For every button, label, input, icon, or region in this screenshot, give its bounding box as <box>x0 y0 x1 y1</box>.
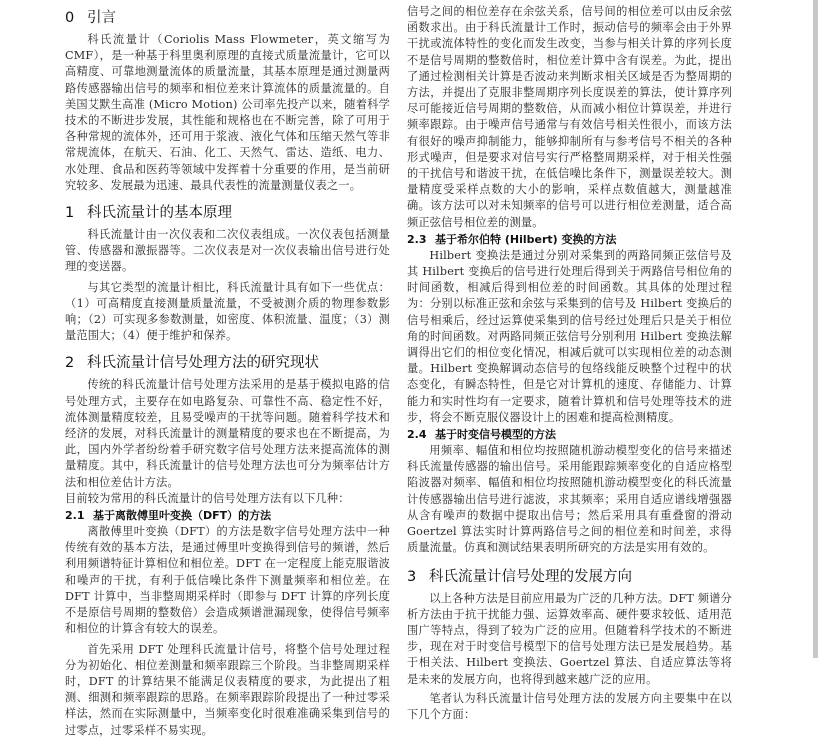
section-title: 科氏流量计信号处理的发展方向 <box>429 568 632 585</box>
section-1-heading <box>65 203 390 223</box>
section-title: 科氏流量计的基本原理 <box>87 205 232 222</box>
vertical-scrollbar[interactable] <box>813 0 818 658</box>
dft-paragraph-1: 离散傅里叶变换（DFT）的方法是数字信号处理方法中一种传统有效的基本方法，是通过傅里叶变换得到信号的频谱，然后利用频谱特征计算相位和相位差。DFT 在一定程度上能克服谐波和噪声的干扰，有利于低信噪比条件下测量频率和相位差。在 DFT 计算中，当非整周期采样时（即参与 DFT 计算的序列长度不是原信号周期的整数倍）会造成频谱泄漏现象，使得信号频率和相位的计算含有较大的误差。 <box>65 525 390 636</box>
section-2-4-heading <box>407 427 732 443</box>
direction-paragraph-1: 以上各种方法是目前应用最为广泛的几种方法。DFT 频谱分析方法由于抗干扰能力强、运算效率高、硬件要求较低、适用范围广等特点，得到了较为广泛的应用。但随着科学技术的不断进步，现在对于时变信号模型下的信号处理方法已是发展趋势。基于相关法、Hilbert 变换法、Goertzel 算法、自适应算法等将是未来的发展方向，也将得到越来越广泛的应用。 <box>407 591 732 686</box>
section-number: 0 <box>65 10 75 26</box>
section-title: 基于希尔伯特 (Hilbert) 变换的方法 <box>435 232 617 246</box>
section-3-heading <box>407 567 732 587</box>
section-number: 2.4 <box>407 428 427 442</box>
section-0-heading <box>65 8 390 28</box>
time-varying-paragraph: 用频率、幅值和相位均按照随机游动模型变化的信号来描述科氏流量传感器的输出信号。采用能跟踪频率变化的自适应格型陷波器对频率、幅值和相位均按照随机游动模型变化的科氏流量计传感器输出信号进行滤波，求其频率；采用自适应谱线增强器从含有噪声的数据中提取出信号；然后采用具有重叠窗的滑动 Goertzel 算法实时计算两路信号之间的相位差和时间差，求得质量流量。仿真和测试结果表明所研究的方法是实用有效的。 <box>407 444 732 555</box>
dft-paragraph-2: 首先采用 DFT 处理科氏流量计信号，将整个信号处理过程分为初始化、相位差测量和频率跟踪三个阶段。当非整周期采样时，DFT 的计算结果不能满足仪表精度的要求，为此提出了粗测、细测和频率跟踪的思路。在频率跟踪阶段提出了一种过零采样法，然而在实际测量中，当频率变化时很难准确采集到信号的过零点，过零采样不易实现。 <box>65 642 390 737</box>
section-number: 2.3 <box>407 232 427 246</box>
right-column <box>407 4 732 723</box>
intro-paragraph: 科氏流量计（Coriolis Mass Flowmeter，英文缩写为 CMF），是一种基于科里奥利原理的直接式质量流量计，它可以高精度、可靠地测量流体的质量流量，其基本原理是通过测量两路传感器输出信号的频率和相位差来计算流体的质量流量的。自美国艾默生高准 (Micro Motion) 公司率先投产以来，随着科学技术的不断进步发展，其性能和规格也在不断完善，除了可用于各种常规的流体外，还可用于浆液、液化气体和压缩天然气等非常规流体，在航天、石油、化工、天然气、雷达、造纸、电力、水处理、食品和医药等领域中发挥着十分重要的作用，是当前研究较多、发展最为迅速、最具代表性的流量测量仪表之一。 <box>65 33 390 192</box>
section-title: 科氏流量计信号处理方法的研究现状 <box>87 355 319 372</box>
section-title: 基于时变信号模型的方法 <box>435 428 556 442</box>
principle-paragraph-2: 与其它类型的流量计相比，科氏流量计具有如下一些优点：（1）可高精度直接测量质量流量，不受被测介质的物理参数影响；（2）可实现多参数测量，如密度、体积流量、温度；（3）测量范围大；（4）便于维护和保养。 <box>65 280 390 343</box>
section-number: 3 <box>407 568 417 585</box>
section-number: 2 <box>65 355 75 372</box>
correlation-paragraph-continued: 信号之间的相位差存在余弦关系，信号间的相位差可以由反余弦函数求出。由于科氏流量计工作时，振动信号的频率会由于外界干扰或流体特性的变化而发生改变，当参与相关计算的序列长度不是信号周期的整数倍时，相位差计算中含有误差。为此，提出了通过检测相关计算是否波动来判断求相关区域是否为整周期的方法，并提出了克服非整周期序列长度误差的算法，使计算序列尽可能接近信号周期的整数倍，从而减小相位计算误差，并进行频率跟踪。由于噪声信号通常与有效信号相关性很小，而该方法有很好的噪声抑制能力，能够抑制所有与参考信号不相关的各种形式噪声，但是要求对信号实行严格整周期采样，对于相关性强的干扰信号和谐波干扰，在低信噪比条件下，测量误差较大。测量精度受采样点数的大小的影响，采样点数值越大，测量越准确。该方法可以对未知频率的信号可以进行相位差测量，适合高频正弦信号相位差的测量。 <box>407 5 732 229</box>
status-paragraph-2: 目前较为常用的科氏流量计的信号处理方法有以下几种： <box>65 491 350 505</box>
section-2-3-heading <box>407 232 732 248</box>
left-column <box>65 0 390 739</box>
direction-paragraph-2: 笔者认为科氏流量计信号处理方法的发展方向主要集中在以下几个方面： <box>407 691 732 721</box>
section-number: 1 <box>65 205 75 222</box>
status-paragraph-1: 传统的科氏流量计信号处理方法采用的是基于模拟电路的信号处理方式，主要存在如电路复杂、可靠性不高、稳定性不好，流体测量精度较差，且易受噪声的干扰等问题。随着科学技术和经济的发展，对科氏流量计的测量精度的要求也在不断提高，为此，国内外学者纷纷着手研究数字信号处理方法来提高流体的测量精度。其中，科氏流量计的信号处理方法也可分为频率估计方法和相位差估计方法。 <box>65 378 390 489</box>
principle-paragraph-1: 科氏流量计由一次仪表和二次仪表组成。一次仪表包括测量管、传感器和激振器等。二次仪表是对一次仪表输出信号进行处理的变送器。 <box>65 228 390 274</box>
section-2-heading <box>65 353 390 373</box>
section-title: 基于离散傅里叶变换（DFT）的方法 <box>93 509 272 523</box>
section-title: 引言 <box>87 10 116 26</box>
hilbert-paragraph: Hilbert 变换法是通过分别对采集到的两路同频正弦信号及其 Hilbert 变换后的信号进行处理后得到关于两路信号相位角的时间函数，相减后得到相位差的时间函数。其具体的处理过程为：分别以标准正弦和余弦与采集到的信号及 Hilbert 变换后的信号相乘后，经过运算使采集到的信号经过处理后只是关于相位角的时间函数。对两路同频正弦信号分别利用 Hilbert 变换法解调得出它们的相位变化情况，相减后就可以实现相位差的动态测量。Hilbert 变换解调动态信号的包络线能反映整个过程中的状态变化，有瞬态特性，但是它对计算机的速度、存储能力、计算能力和实时性均有一定要求，随着计算机和信号处理等技术的进步，将会不断克服仪器设计上的困难和提高检测精度。 <box>407 248 732 424</box>
section-number: 2.1 <box>65 509 85 523</box>
section-2-1-heading <box>65 508 390 524</box>
